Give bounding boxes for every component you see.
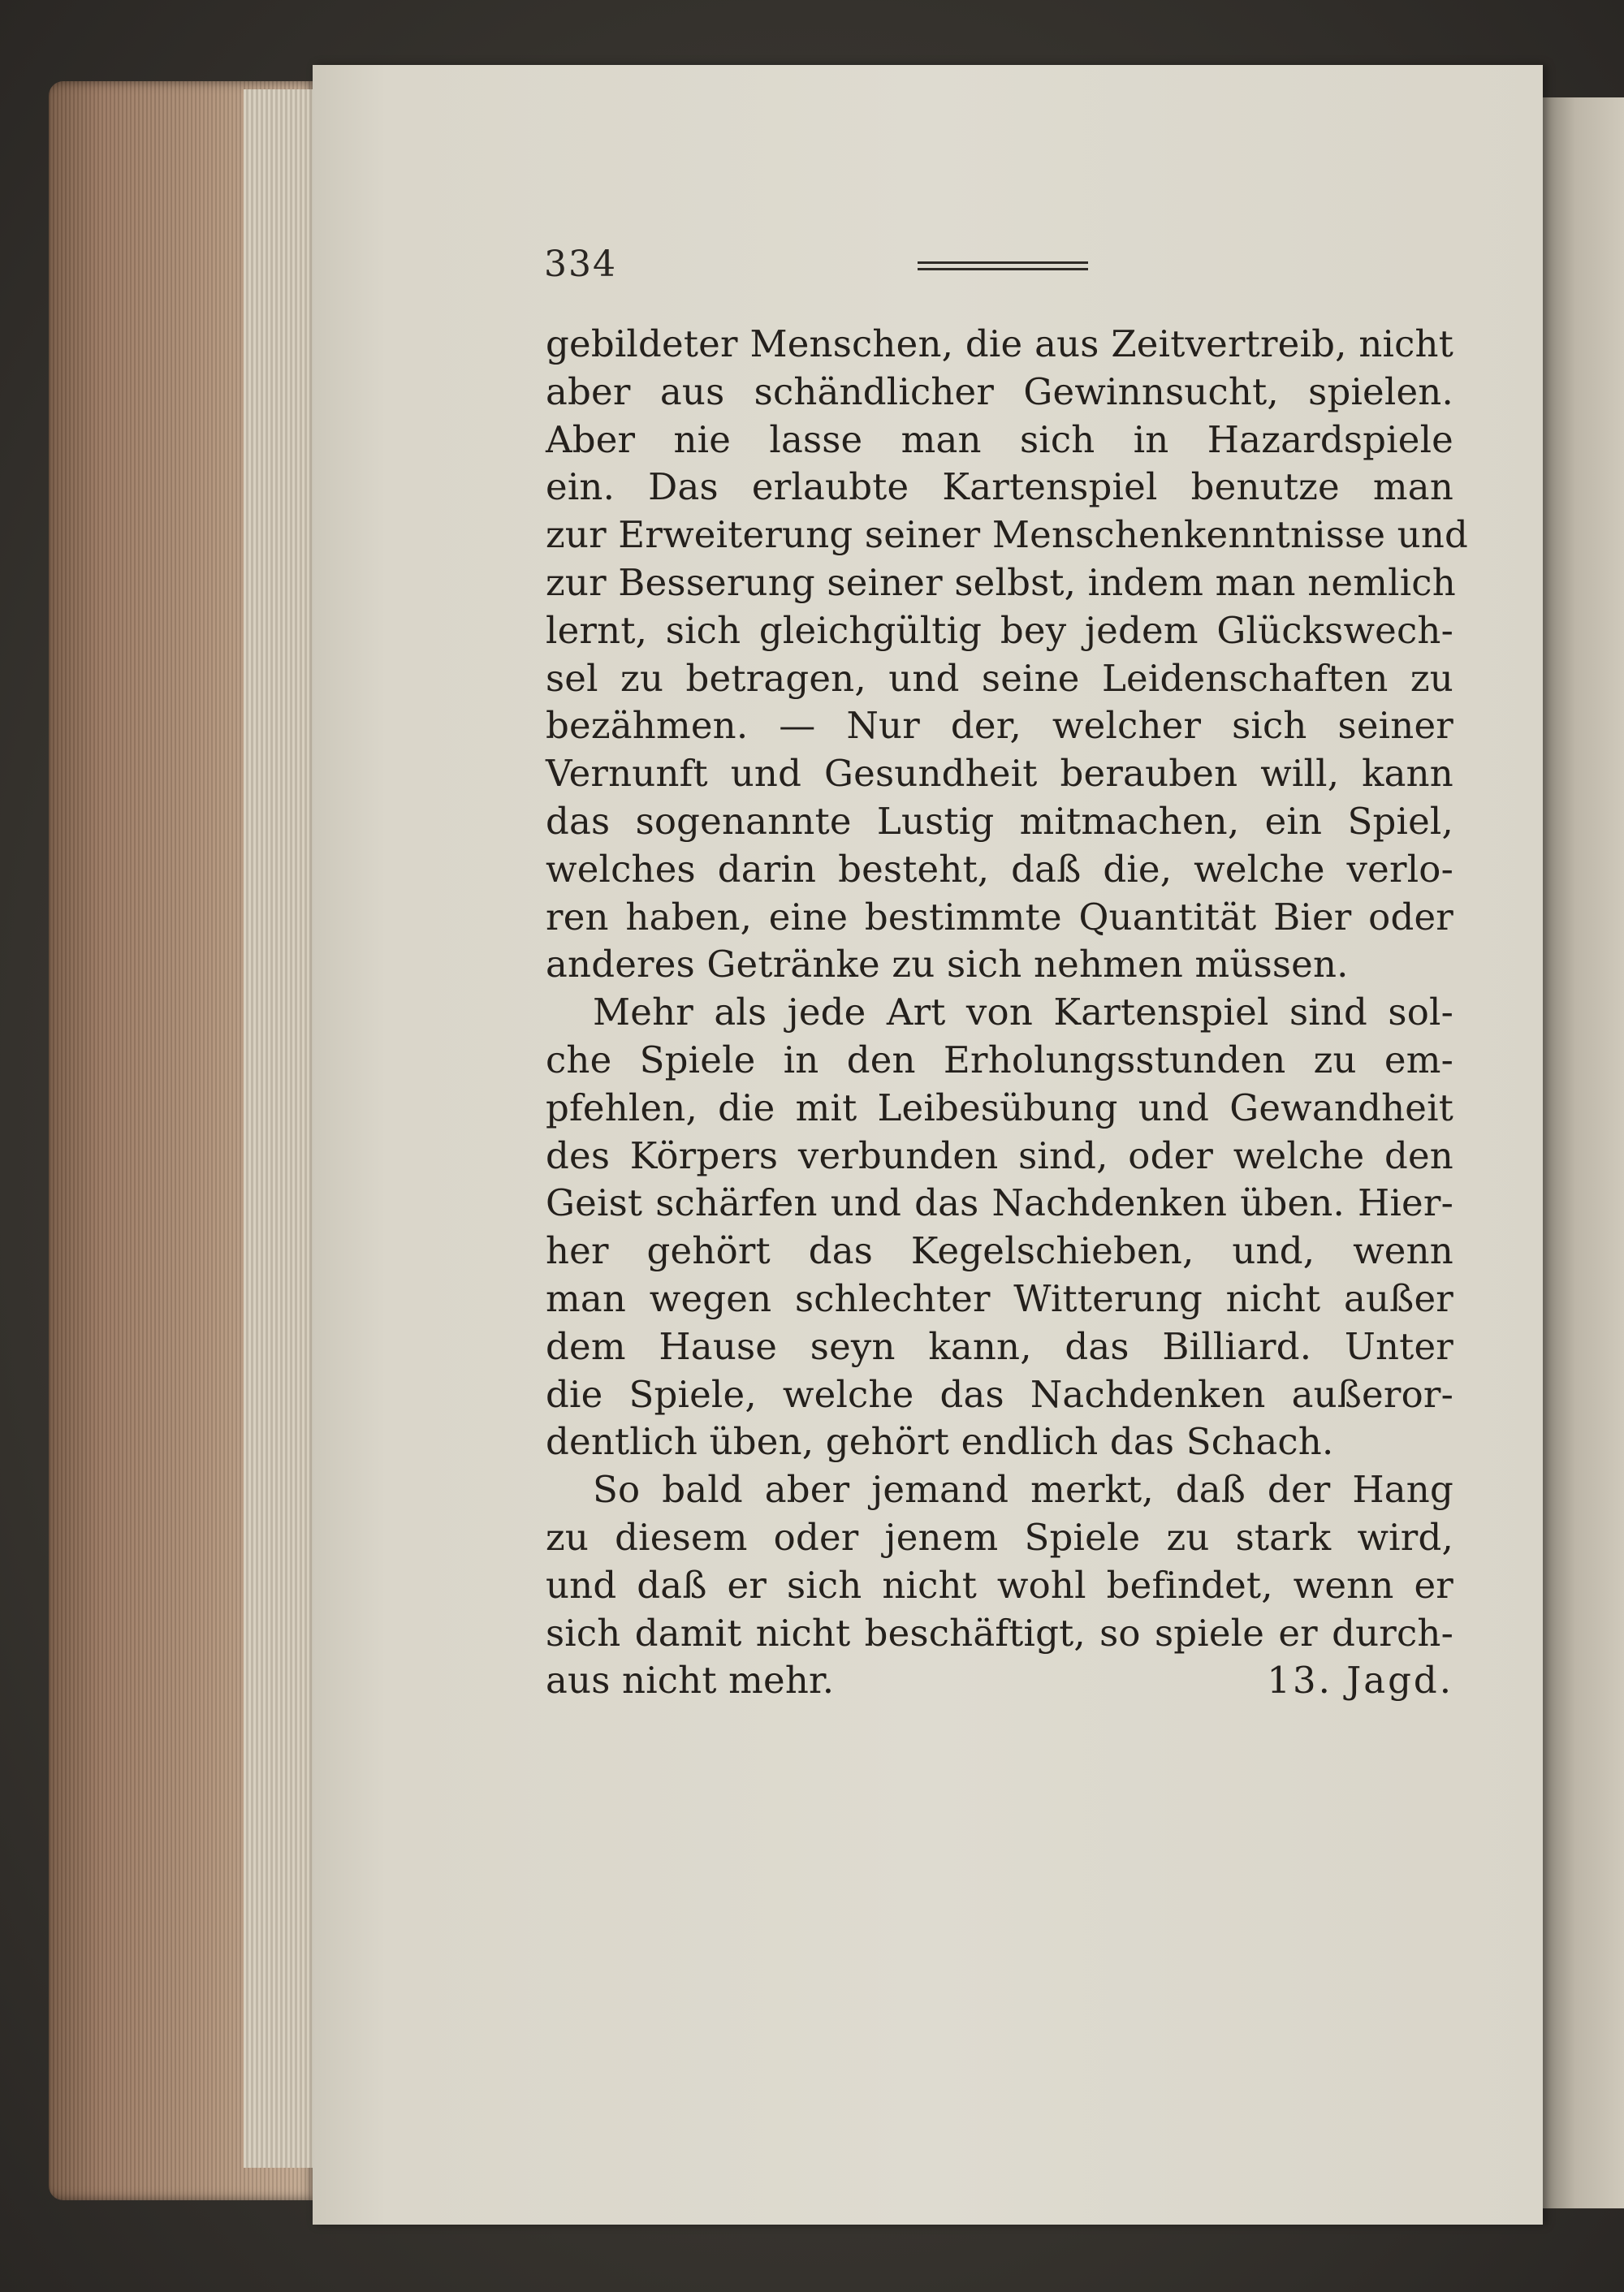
- text-line: sel zu betragen, und seine Leidenschaften zu: [546, 656, 1453, 700]
- text-line: zu diesem oder jenem Spiele zu stark wird,: [546, 1515, 1453, 1559]
- text-line: aber aus schändlicher Gewinnsucht, spielen.: [546, 369, 1453, 413]
- next-page-sliver: [1543, 97, 1624, 2208]
- text-line: sich damit nicht beschäftigt, so spiele er durch-: [546, 1611, 1453, 1655]
- text-line: das sogenannte Lustig mitmachen, ein Spiel,: [546, 799, 1453, 843]
- text-line: her gehört das Kegelschieben, und, wenn: [546, 1229, 1453, 1273]
- text-line: zur Besserung seiner selbst, indem man nemlich: [546, 560, 1456, 604]
- page-number: 334: [544, 244, 617, 285]
- text-line: Aber nie lasse man sich in Hazardspiele: [546, 417, 1453, 461]
- text-line: Vernunft und Gesundheit berauben will, kann: [546, 752, 1453, 796]
- text-line: die Spiele, welche das Nachdenken außeror-: [546, 1372, 1453, 1416]
- page-body-text: [546, 321, 1469, 1705]
- text-line: bezähmen. — Nur der, welcher sich seiner: [546, 704, 1453, 748]
- text-line: pfehlen, die mit Leibesübung und Gewandheit: [546, 1086, 1453, 1129]
- text-line: und daß er sich nicht wohl befindet, wenn er: [546, 1563, 1453, 1607]
- text-line: che Spiele in den Erholungsstunden zu em-: [546, 1038, 1453, 1081]
- header-rule: [918, 261, 1088, 273]
- catchword: 13. Jagd.: [1267, 1659, 1453, 1703]
- text-line: So bald aber jemand merkt, daß der Hang: [593, 1468, 1453, 1512]
- text-line: welches darin besteht, daß die, welche verlo-: [546, 847, 1453, 891]
- text-line: aus nicht mehr.: [546, 1659, 835, 1703]
- text-line: dentlich üben, gehört endlich das Schach.: [546, 1420, 1334, 1464]
- text-line: man wegen schlechter Witterung nicht außer: [546, 1276, 1453, 1320]
- text-line: ein. Das erlaubte Kartenspiel benutze man: [546, 465, 1453, 509]
- text-line: lernt, sich gleichgültig bey jedem Glückswech-: [546, 608, 1453, 652]
- book-page-stack: [244, 89, 317, 2168]
- text-line: ren haben, eine bestimmte Quantität Bier oder: [546, 895, 1453, 939]
- text-line: des Körpers verbunden sind, oder welche den: [546, 1133, 1453, 1177]
- text-line: Mehr als jede Art von Kartenspiel sind sol-: [593, 991, 1453, 1034]
- page-header: [544, 244, 1453, 300]
- text-line: zur Erweiterung seiner Menschenkenntnisse und: [546, 513, 1469, 557]
- text-line: anderes Getränke zu sich nehmen müssen.: [546, 943, 1349, 986]
- text-line: Geist schärfen und das Nachdenken üben. Hier-: [546, 1181, 1453, 1225]
- last-line-with-catchword: [546, 1657, 1453, 1705]
- text-line: gebildeter Menschen, die aus Zeitvertreib, nicht: [546, 322, 1453, 365]
- text-line: dem Hause seyn kann, das Billiard. Unter: [546, 1324, 1453, 1368]
